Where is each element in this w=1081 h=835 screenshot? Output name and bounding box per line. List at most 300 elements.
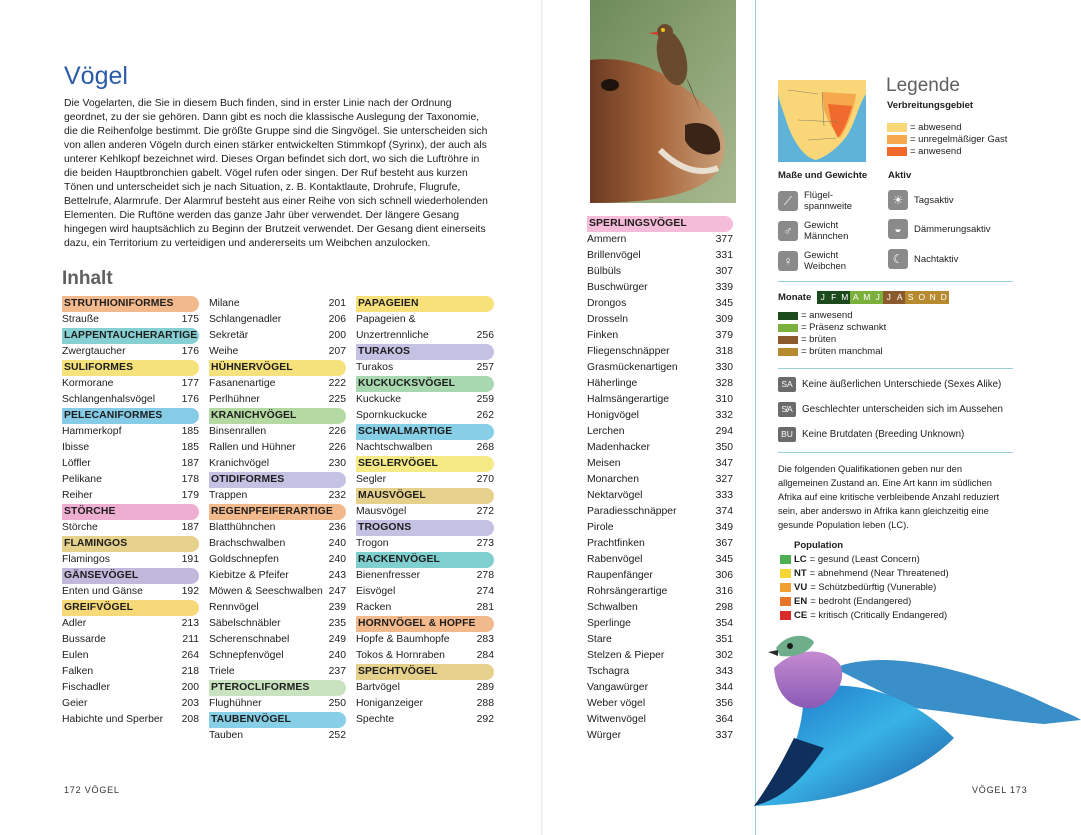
entry-page: 211 [182,634,199,645]
entry-name: Löffler [62,458,91,469]
entry-page: 187 [181,522,199,533]
entry-name: Kiebitze & Pfeifer [209,570,289,581]
group-header: REGENPFEIFERARTIGE [209,504,346,520]
badge-label: Geschlechter unterscheiden sich im Aussehen [802,404,1003,415]
population-swatch [780,583,791,592]
entry-page: 337 [715,730,733,741]
entry-name: Goldschnepfen [209,554,279,565]
population-swatch [780,597,791,606]
entry-name: Schlangenadler [209,314,282,325]
month-key-label: = brüten [801,334,837,345]
entry-name: Rennvögel [209,602,259,613]
population-row [780,554,920,565]
divider [778,281,1013,282]
month-cell: N [927,291,938,304]
entry-page: 292 [476,714,494,725]
entry-page: 377 [715,234,733,245]
contents-entry [587,600,733,616]
entry-page: 343 [715,666,733,677]
entry-name: Habichte und Sperber [62,714,164,725]
entry-page: 203 [181,698,199,709]
contents-entry [587,648,733,664]
contents-entry [587,632,733,648]
month-cells [817,291,949,304]
contents-entry [587,696,733,712]
distribution-label: = anwesend [910,146,962,157]
contents-entry [209,344,346,360]
entry-page: 274 [476,586,494,597]
group-header: GÄNSEVÖGEL [62,568,199,584]
month-key-present [778,310,853,321]
entry-page: 235 [328,618,346,629]
entry-page: 249 [328,634,346,645]
contents-entry [587,552,733,568]
entry-page: 240 [328,650,346,661]
intro-text: Die Vogelarten, die Sie in diesem Buch finden, sind in erster Linie nach der Ordnung geordnet, zu der sie gehören. Dann gibt es noch die klassische Auslegung der Taxonomie, die die Reihenfolge bestimmt. Die größte Gruppe sind die Singvögel. Sie unterscheiden sich von allen anderen Vögeln durch einen stärker entwickelten Stimmkopf (Syrinx), der auch als unterer Kehlkopf bezeichnet wird. Dieses Organ befindet sich dort, wo sich die Luftröhre in die beiden Hauptbronchien gabelt. Vögel rufen oder singen. Der Ruf besteht aus kurzen Tönen und unterscheidet sich je nach Situation, z. B. Kontaktlaute, Drohrufe, Flugrufe, Bettelrufe, Alarmrufe. Der Alarmruf besteht aus einer Reihe von sich schnell wiederholenden Elementen. Die Ruftöne werden das ganze Jahr über verwendet. Der längere Gesang hingegen wird hauptsächlich zu Beginn der Brutzeit verwendet. Der Gesang dient einerseits dazu, ein Territorium zu verteidigen und andererseits um Weibchen anzulocken. [64,98,488,249]
entry-name: Bussarde [62,634,106,645]
entry-page: 298 [715,602,733,613]
entry-page: 272 [476,506,494,517]
entry-name: Vangawürger [587,682,649,693]
entry-name: Meisen [587,458,621,469]
contents-entry [62,376,199,392]
group-header: PAPAGEIEN [356,296,494,312]
contents-entry [356,440,494,456]
entry-name: Hopfe & Baumhopfe [356,634,450,645]
entry-page: 208 [181,714,199,725]
entry-name: Rohrsängerartige [587,586,668,597]
contents-entry [356,408,494,424]
entry-page: 350 [715,442,733,453]
group-header: HORNVÖGEL & HOPFE [356,616,494,632]
month-key-sometimes-breeding [778,346,883,357]
entry-page: 347 [715,458,733,469]
measure-label: Gewicht Weibchen [804,250,847,272]
contents-entry [62,584,199,600]
entry-name: Raupenfänger [587,570,653,581]
contents-entry [209,648,346,664]
group-header: GREIFVÖGEL [62,600,199,616]
active-night [888,249,958,269]
entry-page: 252 [328,730,346,741]
entry-page: 200 [328,330,346,341]
group-header: SPERLINGSVÖGEL [587,216,733,232]
contents-entry [209,488,346,504]
entry-name: Möwen & Seeschwalben [209,586,323,597]
month-key-label: = anwesend [801,310,853,321]
contents-entry [62,440,199,456]
entry-name: Flamingos [62,554,110,565]
contents-entry [356,632,494,648]
entry-name: Honigvögel [587,410,639,421]
entry-page: 250 [328,698,346,709]
sexes-alike-badge: SA [778,377,796,392]
lilac-breasted-roller-illustration [714,628,1081,808]
entry-name: Kuckucke [356,394,402,405]
population-code: VU [794,582,808,593]
entry-page: 374 [715,506,733,517]
entry-page: 344 [715,682,733,693]
month-cell: J [883,291,894,304]
contents-entry [587,712,733,728]
contents-entry [62,616,199,632]
group-header: SCHWALMARTIGE [356,424,494,440]
entry-name: Tauben [209,730,244,741]
contents-entry [356,696,494,712]
entry-name: Kranichvögel [209,458,270,469]
distribution-map [778,80,866,162]
month-cell: D [938,291,949,304]
entry-page: 330 [715,362,733,373]
entry-name: Perlhühner [209,394,260,405]
population-label: = kritisch (Critically Endangered) [810,610,948,621]
entry-name: Fliegenschnäpper [587,346,670,357]
group-header: SULIFORMES [62,360,199,376]
population-row [780,596,911,607]
entry-page: 268 [476,442,494,453]
entry-name: Kormorane [62,378,114,389]
entry-name: Geier [62,698,88,709]
entry-page: 264 [181,650,199,661]
month-key-label: = brüten manchmal [801,346,883,357]
qualification-note: Die folgenden Qualifikationen geben nur den allgemeinen Zustand an. Eine Art kann im südlichen Afrika auf eine kritische verbleibende Anzahl reduziert sein, aber anderswo in Afrika kann gleichzeitig eine gesunde Population leben (LC). [778,464,1000,530]
contents-entry [587,408,733,424]
entry-page: 256 [476,330,494,341]
entry-name: Lerchen [587,426,625,437]
moon-icon: ☾ [888,249,908,269]
entry-name: Häherlinge [587,378,638,389]
entry-name: Scherenschnabel [209,634,290,645]
entry-name: Fischadler [62,682,110,693]
entry-page: 333 [715,490,733,501]
contents-entry [209,552,346,568]
population-heading: Population [794,540,844,551]
population-label: = Schützbedürftig (Vunerable) [810,582,937,593]
entry-page: 289 [476,682,494,693]
entry-page: 177 [181,378,199,389]
entry-name: Ammern [587,234,627,245]
contents-entry [62,648,199,664]
months-strip [778,291,949,304]
contents-entry [587,664,733,680]
active-twilight [888,219,991,239]
group-header: KRANICHVÖGEL [209,408,346,424]
month-cell: M [863,292,871,302]
entry-name: Trogon [356,538,389,549]
contents-entry [356,328,494,344]
contents-entry [62,424,199,440]
population-label: = gesund (Least Concern) [809,554,920,565]
month-cell: O [916,291,927,304]
badge-label: Keine Brutdaten (Breeding Unknown) [802,429,965,440]
entry-page: 345 [715,554,733,565]
contents-entry [62,520,199,536]
contents-entry [587,296,733,312]
contents-entry [62,632,199,648]
entry-page: 226 [328,442,346,453]
group-header: TAUBENVÖGEL [209,712,346,728]
contents-entry [209,664,346,680]
active-day [888,190,954,210]
contents-entry [587,616,733,632]
entry-name: Schlangenhalsvögel [62,394,156,405]
entry-page: 207 [328,346,346,357]
entry-page: 364 [715,714,733,725]
sunset-icon: ◒ [888,219,908,239]
entry-name: Würger [587,730,622,741]
month-cell: M [841,292,849,302]
entry-name: Weihe [209,346,239,357]
entry-page: 178 [181,474,199,485]
group-header: PELECANIFORMES [62,408,199,424]
entry-name: Turakos [356,362,394,373]
entry-page: 281 [476,602,494,613]
entry-name: Eulen [62,650,89,661]
contents-entry [587,392,733,408]
contents-column-4 [587,216,733,744]
entry-page: 278 [476,570,494,581]
entry-name: Brachschwalben [209,538,286,549]
entry-name: Monarchen [587,474,639,485]
group-header: TROGONS [356,520,494,536]
badge-row-sexes-alike [778,377,1001,392]
distribution-label: = abwesend [910,122,962,133]
entry-page: 354 [715,618,733,629]
contents-entry [209,600,346,616]
population-row [780,582,936,593]
contents-entry [209,520,346,536]
contents-entry [587,264,733,280]
entry-page: 259 [476,394,494,405]
entry-name: Störche [62,522,98,533]
contents-entry [62,664,199,680]
entry-name: Ibisse [62,442,90,453]
page-number-left: 172 VÖGEL [64,785,120,795]
entry-name: Tschagra [587,666,630,677]
month-cell: S [905,291,916,304]
entry-name: Bienenfresser [356,570,421,581]
entry-name: Madenhacker [587,442,650,453]
contents-entry [209,456,346,472]
contents-entry [209,392,346,408]
entry-page: 236 [328,522,346,533]
entry-page: 222 [328,378,346,389]
contents-entry [587,248,733,264]
entry-name: Papageien & [356,314,416,325]
entry-name: Bartvögel [356,682,400,693]
entry-page: 175 [181,314,199,325]
contents-entry [587,376,733,392]
contents-entry [356,584,494,600]
sexes-differ-badge: S̸A [778,402,796,417]
contents-entry [356,536,494,552]
contents-entry [587,328,733,344]
entry-name: Enten und Gänse [62,586,143,597]
contents-entry [356,360,494,376]
entry-page: 218 [181,666,199,677]
swatch [778,324,798,332]
group-header: SEGLERVÖGEL [356,456,494,472]
entry-name: Reiher [62,490,93,501]
entry-page: 309 [715,314,733,325]
entry-name: Spornkuckucke [356,410,428,421]
entry-page: 240 [328,538,346,549]
wing-icon: ⟋ [778,191,798,211]
entry-name: Nachtschwalben [356,442,433,453]
entry-name: Drosseln [587,314,628,325]
contents-entry [62,472,199,488]
page-title: Vögel [64,62,128,90]
contents-entry [62,552,199,568]
contents-column-1 [62,296,199,728]
sun-icon: ☀ [888,190,908,210]
contents-entry [209,328,346,344]
month-key-fluctuates [778,322,886,333]
entry-name: Säbelschnäbler [209,618,281,629]
entry-page: 243 [328,570,346,581]
page-gutter [541,0,543,835]
contents-entry [209,616,346,632]
entry-name: Spechte [356,714,395,725]
entry-name: Strauße [62,314,99,325]
contents-entry [209,312,346,328]
contents-entry [587,472,733,488]
entry-page: 206 [328,314,346,325]
contents-entry [356,648,494,664]
group-header: TURAKOS [356,344,494,360]
entry-page: 283 [476,634,494,645]
measure-female-weight [778,250,846,272]
entry-name: Rabenvögel [587,554,643,565]
measure-label: Gewicht Männchen [804,220,849,242]
entry-name: Drongos [587,298,627,309]
month-key-label: = Präsenz schwankt [801,322,887,333]
entry-page: 213 [181,618,199,629]
legend-title: Legende [886,75,960,96]
contents-entry [587,488,733,504]
contents-entry [587,280,733,296]
entry-page: 185 [181,426,199,437]
contents-entry [587,424,733,440]
entry-page: 239 [328,602,346,613]
entry-name: Binsenrallen [209,426,267,437]
contents-entry [587,232,733,248]
contents-entry [209,536,346,552]
population-row [780,610,947,621]
month-cell: A [850,291,861,304]
breeding-unknown-badge: BU [778,427,796,442]
active-label: Nachtaktiv [914,253,959,265]
distribution-label: = unregelmäßiger Gast [910,134,1008,145]
contents-column-2 [209,296,346,744]
contents-entry [209,728,346,744]
contents-entry [356,568,494,584]
contents-entry [209,568,346,584]
swatch [778,348,798,356]
months-label: Monate [778,292,812,303]
entry-name: Paradiesschnäpper [587,506,677,517]
contents-entry [587,536,733,552]
entry-name: Honiganzeiger [356,698,424,709]
page-number-right: VÖGEL 173 [972,785,1028,795]
month-key-breeding [778,334,836,345]
contents-entry [587,360,733,376]
contents-entry [587,344,733,360]
entry-name: Prachtfinken [587,538,645,549]
contents-entry [587,312,733,328]
female-icon: ♀ [778,251,798,271]
divider [778,452,1013,453]
badge-label: Keine äußerlichen Unterschiede (Sexes Alike) [802,379,1002,390]
contents-entry [62,680,199,696]
entry-page: 328 [715,378,733,389]
entry-name: Stare [587,634,612,645]
distribution-key-absent [887,122,962,133]
contents-entry [587,504,733,520]
entry-page: 302 [715,650,733,661]
contents-entry [587,728,733,744]
month-cell: J [817,291,828,304]
entry-page: 273 [476,538,494,549]
group-header: FLAMINGOS [62,536,199,552]
population-row [780,568,949,579]
entry-name: Trappen [209,490,248,501]
contents-entry [587,568,733,584]
swatch [778,336,798,344]
divider [778,368,1013,369]
active-label: Dämmerungsaktiv [914,223,991,235]
entry-name: Eisvögel [356,586,396,597]
distribution-heading: Verbreitungsgebiet [887,100,974,111]
population-swatch [780,555,791,564]
entry-page: 339 [715,282,733,293]
contents-entry [209,296,346,312]
entry-name: Finken [587,330,619,341]
contents-entry [356,504,494,520]
entry-page: 176 [181,394,199,405]
entry-page: 191 [181,554,199,565]
measure-male-weight [778,220,848,242]
group-header: RACKENVÖGEL [356,552,494,568]
contents-entry [209,376,346,392]
entry-page: 316 [715,586,733,597]
group-header: LAPPENTAUCHERARTIGE [62,328,199,344]
distribution-key-visitor [887,134,1007,145]
entry-name: Grasmückenartigen [587,362,678,373]
entry-name: Falken [62,666,94,677]
entry-page: 187 [181,458,199,469]
entry-page: 232 [328,490,346,501]
oxpecker-on-antelope-photo [590,0,736,203]
male-icon: ♂ [778,221,798,241]
entry-name: Milane [209,298,240,309]
contents-entry [209,440,346,456]
month-cell: J [872,291,883,304]
entry-name: Halmsängerartige [587,394,670,405]
contents-entry [356,680,494,696]
month-cell: A [894,291,905,304]
group-header: SPECHTVÖGEL [356,664,494,680]
entry-name: Mausvögel [356,506,407,517]
entry-name: Tokos & Hornraben [356,650,445,661]
group-header: OTIDIFORMES [209,472,346,488]
contents-heading: Inhalt [62,268,113,289]
entry-page: 225 [328,394,346,405]
group-header: STÖRCHE [62,504,199,520]
entry-name: Stelzen & Pieper [587,650,665,661]
contents-entry [356,712,494,728]
distribution-key-present [887,146,962,157]
